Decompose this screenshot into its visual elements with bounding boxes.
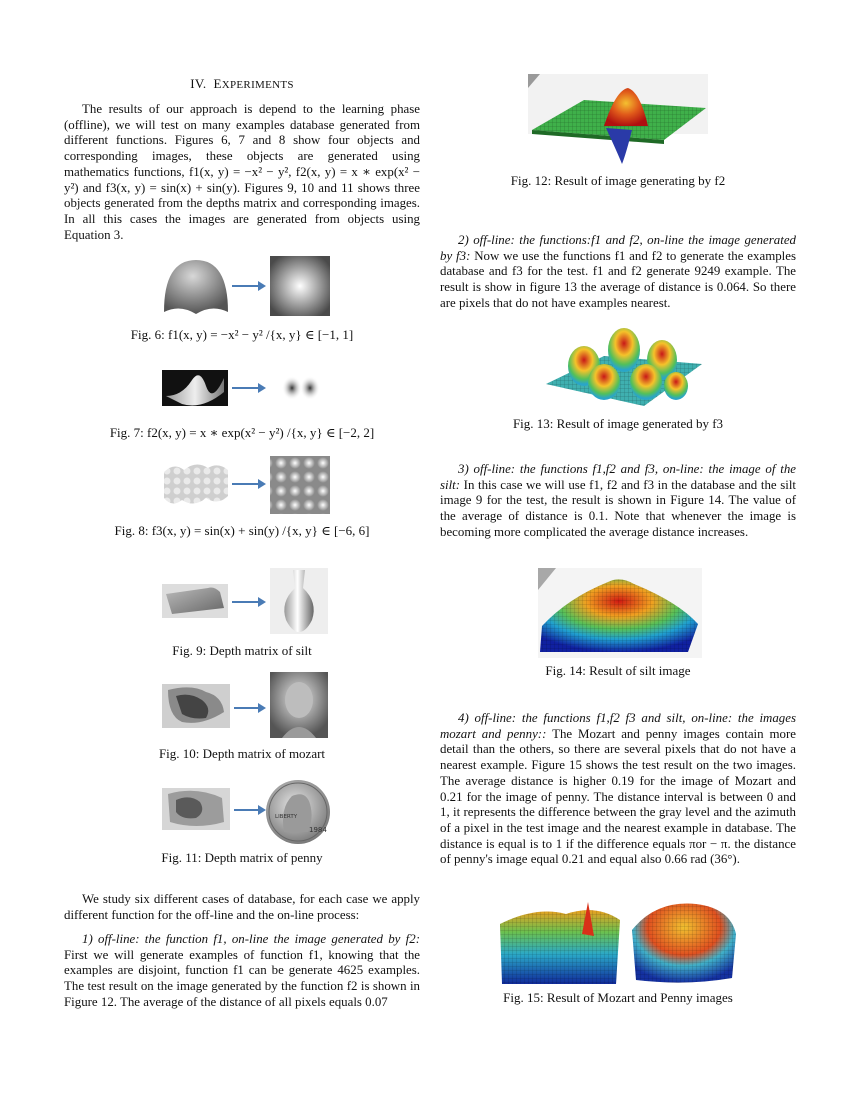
cases-intro: We study six different cases of database, for each case we apply different function for the off-line and the on-line process:: [64, 892, 420, 922]
section-heading: IV. EXPERIMENTS: [190, 76, 294, 91]
fig8-caption: Fig. 8: f3(x, y) = sin(x) + sin(y) /{x, y} ∈ [−6, 6]: [114, 523, 370, 538]
fig14-graphic: [538, 568, 702, 658]
case4-body: The Mozart and penny images contain more detail than the others, so there are several pixels that do not have a nearest example. Figure 15 shows the test result on the two images. The average distance is higher 0.19 for the image of Mozart and 0.21 for the image of penny. The distance interval is between 0 and 1, it represents the difference between the gray level and the azimuth of a pixel in the test image and the nearest example in database. The distance is equal is to 1 if the difference equals πor − π. the distance of penny's image equal 0.21 and equal also 0.66 rad (36°).: [440, 726, 796, 867]
fig8-image: [270, 456, 330, 514]
fig12-graphic: [528, 74, 708, 166]
case2-title: 2) off-line: the functions:f1 and f2, on-line the image generated by f3:: [440, 233, 796, 263]
case2-body: Now we use the functions f1 and f2 to generate the examples database and f3 for the test. f1 and f2 generate 9249 example. The result is show in figure 13 the average of distance is 0.064. So there are pixels that do not have examples nearest.: [440, 248, 796, 310]
fig15-graphic: [496, 894, 740, 986]
case2-paragraph: [440, 233, 796, 312]
case3-body: In this case we will use f1, f2 and f3 in the database and the silt image 9 for the test, the result is shown in Figure 14. The value of the average of distance is 0.1. Note that whenever the image is becoming more complicated the average distance increases.: [440, 477, 796, 539]
fig6-surface: [164, 260, 228, 314]
case4-paragraph: [440, 711, 796, 868]
fig6-caption: Fig. 6: f1(x, y) = −x² − y² /{x, y} ∈ [−1, 1]: [130, 327, 354, 342]
case1-title: 1) off-line: the function f1, on-line the image generated by f2:: [82, 932, 420, 946]
fig11-graphic: [162, 778, 332, 844]
fig6-image: [270, 256, 330, 316]
case3-paragraph: [440, 462, 796, 541]
svg-text:LIBERTY: LIBERTY: [275, 814, 298, 820]
fig10-graphic: [162, 672, 332, 738]
fig7-graphic: [162, 366, 332, 410]
fig13-caption: Fig. 13: Result of image generated by f3: [512, 416, 724, 431]
fig9-caption: Fig. 9: Depth matrix of silt: [172, 643, 312, 658]
svg-text:1984: 1984: [309, 826, 327, 834]
case1-paragraph: [64, 932, 420, 1011]
fig10-caption: Fig. 10: Depth matrix of mozart: [158, 746, 326, 761]
fig12-caption: Fig. 12: Result of image generating by f2: [510, 173, 726, 188]
fig8-surface: [164, 464, 228, 503]
fig7-caption: Fig. 7: f2(x, y) = x ∗ exp(x² − y²) /{x, y} ∈ [−2, 2]: [109, 425, 375, 440]
case4-title: 4) off-line: the functions f1,f2 f3 and silt, on-line: the images mozart and penny::: [440, 711, 796, 741]
fig14-caption: Fig. 14: Result of silt image: [545, 663, 691, 678]
fig8-graphic: [162, 456, 332, 514]
intro-paragraph: The results of our approach is depend to the learning phase (offline), we will test on many examples database generated from different functions. Figures 6, 7 and 8 show four objects and corresponding images, these objects are generated using mathematics functions, f1(x, y) = −x² − y², f2(x, y) = x ∗ exp(x² − y²) and f3(x, y) = sin(x) + sin(y). Figures 9, 10 and 11 shows three objects generated from the depths matrix and corresponding images. In all this cases the images are generated from objects using Equation 3.: [64, 102, 420, 242]
fig15-caption: Fig. 15: Result of Mozart and Penny images: [503, 990, 733, 1005]
fig9-graphic: [162, 568, 332, 634]
fig6-graphic: [162, 256, 332, 320]
fig11-caption: Fig. 11: Depth matrix of penny: [161, 850, 323, 865]
case1-body: First we will generate examples of function f1, knowing that the examples are disjoint, function f1 can be generate 4625 examples. The test result on the image generated by the function f2 is shown in Figure 12. The average of the distance of all pixels equals 0.07: [64, 947, 420, 1009]
case3-title: 3) off-line: the functions f1,f2 and f3, on-line: the image of the silt:: [440, 462, 796, 492]
fig13-graphic: [544, 320, 704, 412]
